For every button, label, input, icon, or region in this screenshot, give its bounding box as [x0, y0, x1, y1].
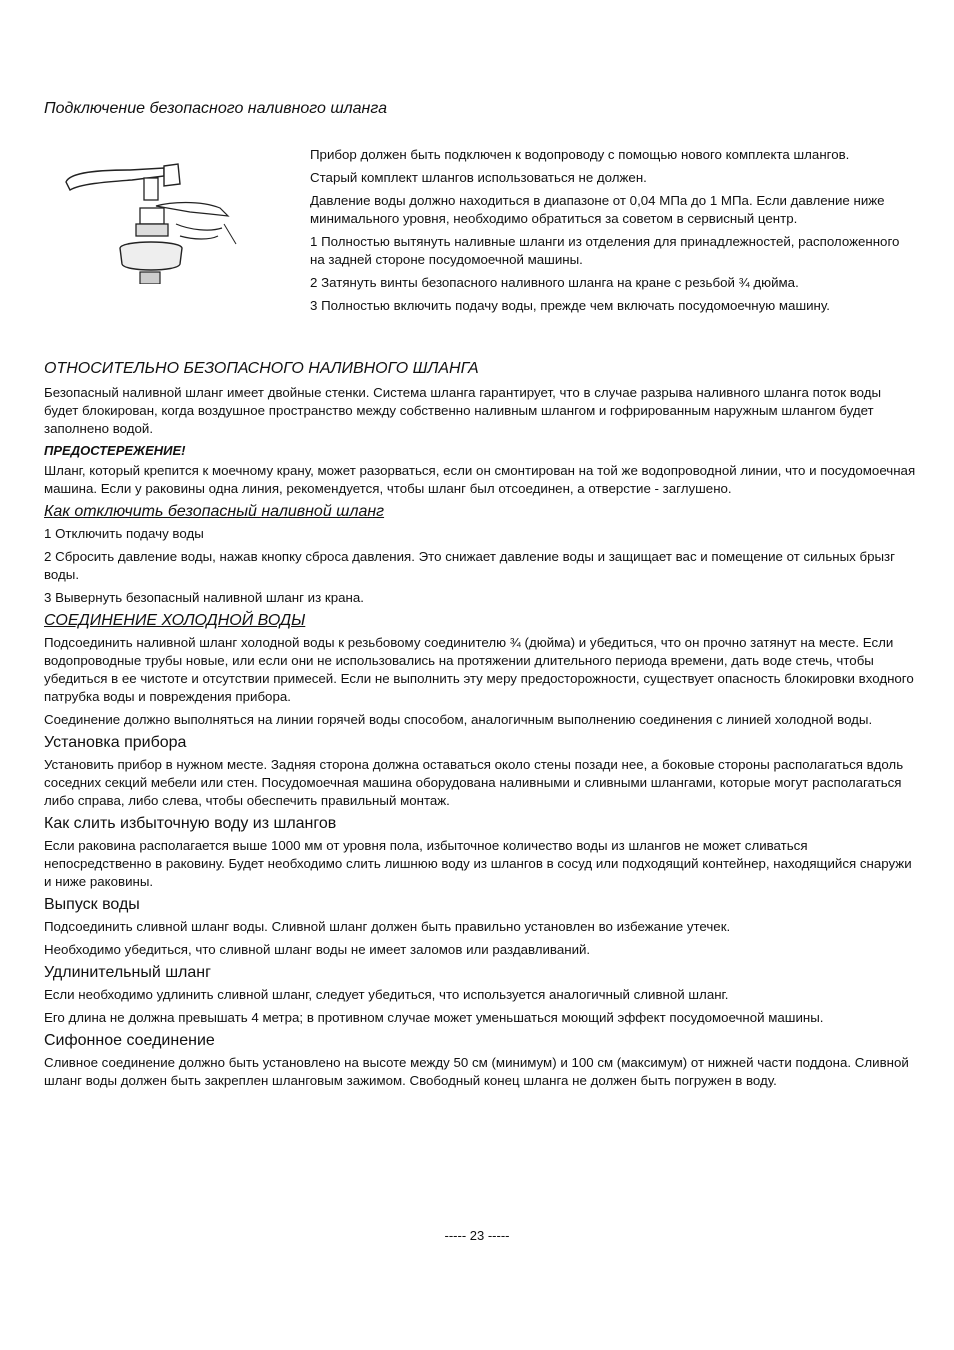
intro-paragraph: Давление воды должно находиться в диапазоне от 0,04 МПа до 1 МПа. Если давление ниже минимального уровня, необходимо обратиться за советом в сервисный центр.: [310, 193, 885, 226]
safety-hose-heading: ОТНОСИТЕЛЬНО БЕЗОПАСНОГО НАЛИВНОГО ШЛАНГА: [44, 360, 479, 377]
cold-water-paragraph: Соединение должно выполняться на линии горячей воды способом, аналогичным выполнению соединения с линией холодной воды.: [44, 712, 873, 727]
outlet-paragraph: Необходимо убедиться, что сливной шланг воды не имеет заломов или раздавливаний.: [44, 942, 591, 957]
drain-excess-heading: Как слить избыточную воду из шлангов: [44, 815, 337, 832]
page-number: ----- 23 -----: [444, 1228, 510, 1243]
warning-text: Шланг, который крепится к моечному крану, может разорваться, если он смонтирован на той же водопроводной линии, что и посудомоечная машина. Если у раковины одна линия, рекомендуется, чтобы шланг был отсоединен, а отверстие - заглушено.: [44, 463, 916, 496]
extension-paragraph: Его длина не должна превышать 4 метра; в противном случае может уменьшаться моющий эффект посудомоечной машины.: [44, 1010, 824, 1025]
faucet-hose-illustration: [44, 124, 310, 284]
intro-step: 2 Затянуть винты безопасного наливного шланга на кране с резьбой ¾ дюйма.: [310, 275, 799, 290]
disconnect-heading: Как отключить безопасный наливной шланг: [44, 503, 385, 520]
intro-heading: Подключение безопасного наливного шланга: [44, 100, 387, 117]
drain-excess-text: Если раковина располагается выше 1000 мм от уровня пола, избыточное количество воды из шлангов не может сливаться непосредственно в раковину. Будет необходимо слить лишнюю воду из шлангов в сосуд или подходящий контейнер, находящийся снаружи и ниже раковины.: [44, 838, 912, 889]
outlet-paragraph: Подсоединить сливной шланг воды. Сливной шланг должен быть правильно установлен во избежание утечек.: [44, 919, 731, 934]
safety-hose-text: Безопасный наливной шланг имеет двойные стенки. Система шланга гарантирует, что в случае разрыва наливного шланга поток воды будет блокирован, когда воздушное пространство между собственно наливным шлангом и гофрированным наружным шлангом будет заполнено водой.: [44, 385, 882, 436]
disconnect-step: 2 Сбросить давление воды, нажав кнопку сброса давления. Это снижает давление воды и защищает вас и помещение от сильных брызг воды.: [44, 549, 896, 582]
cold-water-paragraph: Подсоединить наливной шланг холодной воды к резьбовому соединителю ¾ (дюйма) и убедиться, что он прочно затянут на месте. Если водопроводные трубы новые, или если они не использовались на протяжении длительного периода времени, дать воде стечь, чтобы убедиться в ее чистоте и отсутствии примесей. Если не выполнить эту меру предосторожности, существует опасность блокировки входного патрубка воды и повреждения прибора.: [44, 635, 914, 704]
disconnect-step: 3 Вывернуть безопасный наливной шланг из крана.: [44, 590, 364, 605]
intro-step: 1 Полностью вытянуть наливные шланги из отделения для принадлежностей, расположенного на задней стороне посудомоечной машины.: [310, 234, 900, 267]
extension-paragraph: Если необходимо удлинить сливной шланг, следует убедиться, что используется аналогичный сливной шланг.: [44, 987, 729, 1002]
intro-paragraph: Старый комплект шлангов использоваться не должен.: [310, 170, 647, 185]
intro-step: 3 Полностью включить подачу воды, прежде чем включать посудомоечную машину.: [310, 298, 830, 313]
page-content: [44, 100, 916, 1095]
disconnect-step: 1 Отключить подачу воды: [44, 526, 204, 541]
intro-text: [310, 124, 916, 320]
warning-label: ПРЕДОСТЕРЕЖЕНИЕ!: [44, 443, 186, 458]
cold-water-heading: СОЕДИНЕНИЕ ХОЛОДНОЙ ВОДЫ: [44, 612, 306, 629]
intro-section: [44, 124, 916, 320]
siphon-heading: Сифонное соединение: [44, 1032, 215, 1049]
intro-paragraph: Прибор должен быть подключен к водопроводу с помощью нового комплекта шлангов.: [310, 147, 850, 162]
installation-text: Установить прибор в нужном месте. Задняя сторона должна оставаться около стены позади нее, а боковые стороны располагаться вдоль соседних секций мебели или стен. Посудомоечная машина оборудована наливными и сливными шлангами, которые могут располагаться либо справа, либо слева, чтобы обеспечить правильный монтаж.: [44, 757, 904, 808]
extension-heading: Удлинительный шланг: [44, 964, 211, 981]
faucet-illustration-icon: [60, 124, 250, 284]
outlet-heading: Выпуск воды: [44, 896, 140, 913]
installation-heading: Установка прибора: [44, 734, 187, 751]
siphon-text: Сливное соединение должно быть установлено на высоте между 50 см (минимум) и 100 см (максимум) от нижней части поддона. Сливной шланг воды должен быть закреплен шланговым зажимом. Свободный конец шланга не должен быть погружен в воду.: [44, 1055, 909, 1088]
